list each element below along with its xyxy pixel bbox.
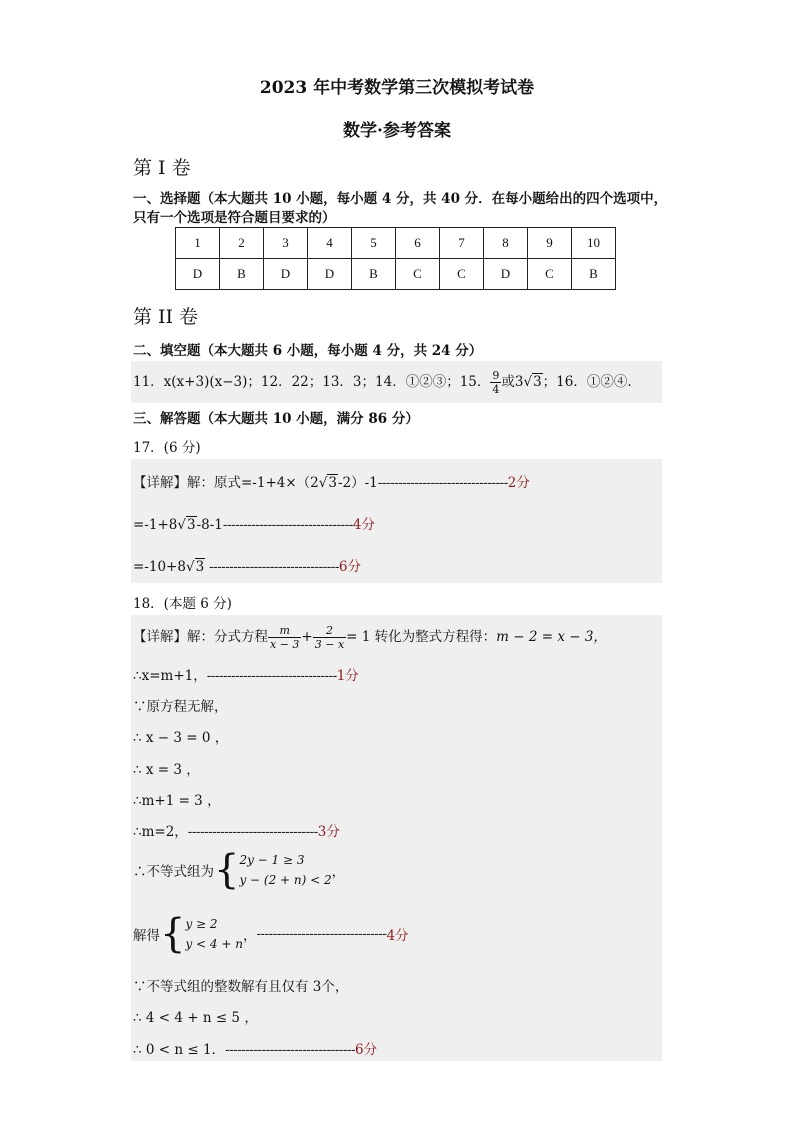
q18-step-text: 解得 (133, 928, 160, 944)
q18-line-1 (133, 619, 607, 655)
q18-heading: 18．(本题 6 分) (133, 596, 232, 612)
q17-line-2 (133, 513, 375, 533)
dash-leader: -------------------------------- (187, 824, 318, 840)
score-mark: 4分 (386, 928, 409, 944)
dash-leader: -------------------------------- (222, 517, 353, 533)
sqrt-expression: √3 (177, 517, 196, 533)
question-number: 8 (484, 228, 528, 259)
brace-icon: { (160, 911, 186, 957)
fill-answer-end: ；16．①②④. (542, 374, 632, 390)
dash-leader: -------------------------------- (256, 926, 387, 942)
question-number: 5 (352, 228, 396, 259)
question-number: 10 (572, 228, 616, 259)
inequality-1: 2y − 1 ≥ 3 (239, 853, 305, 867)
q18-line-8 (133, 847, 346, 893)
q18-step-text: = 1 转化为整式方程得： (346, 629, 497, 645)
question-number: 6 (396, 228, 440, 259)
q17-step-text: -8-1 (196, 517, 223, 533)
q18-line-5: ∴ x = 3 ， (133, 762, 200, 778)
answer-letter: D (308, 259, 352, 290)
q18-step-text: 【详解】解：分式方程 (133, 629, 268, 645)
q18-line-12 (133, 1038, 377, 1058)
q18-step-text: ∴x=m+1， (133, 668, 207, 684)
score-mark: 1分 (336, 668, 359, 684)
solve-heading: 三、解答题（本大题共 10 小题，满分 86 分） (133, 411, 419, 427)
dash-leader: -------------------------------- (225, 1042, 356, 1058)
solution-system (185, 914, 243, 954)
brace-icon: { (214, 847, 240, 893)
q18-line-9 (133, 911, 409, 957)
q18-line-10: ∵不等式组的整数解有且仅有 3个， (133, 979, 349, 995)
fill-answer-line (133, 364, 632, 400)
score-mark: 6分 (355, 1042, 378, 1058)
solution-2: y < 4 + n (185, 937, 243, 951)
q18-step-text: ， (331, 864, 346, 880)
q18-step-text: ， (242, 928, 257, 944)
dash-leader: -------------------------------- (377, 475, 508, 491)
q17-line-3 (133, 555, 361, 575)
answer-letter: B (220, 259, 264, 290)
solution-1: y ≥ 2 (185, 917, 218, 931)
dash-leader: -------------------------------- (206, 668, 337, 684)
fraction-m-over-x-minus-3 (268, 624, 301, 651)
sqrt-expression: √3 (523, 374, 542, 390)
q18-line-7 (133, 820, 340, 840)
fraction-numerator: 9 (492, 369, 500, 382)
q18-line-11: ∴ 4 < 4 + n ≤ 5 ， (133, 1010, 258, 1026)
answer-letter: C (440, 259, 484, 290)
sqrt-expression: √3 (185, 559, 205, 575)
q17-step-text: -2）-1 (337, 475, 378, 491)
fraction-numerator: m (268, 624, 301, 638)
fraction-denominator: x − 3 (270, 638, 300, 651)
inequality-2: y − (2 + n) < 2 (239, 873, 332, 887)
q18-line-2 (133, 664, 359, 684)
question-number: 7 (440, 228, 484, 259)
part2-label: 第 II 卷 (133, 306, 199, 328)
sqrt-radicand: 3 (533, 374, 542, 390)
q17-heading: 17．(6 分) (133, 440, 201, 456)
sqrt-expression: √3 (318, 475, 337, 491)
fraction-denominator: 3 − x (314, 638, 345, 651)
answer-letter: C (396, 259, 440, 290)
question-number: 1 (176, 228, 220, 259)
answer-letter: D (484, 259, 528, 290)
sqrt-radicand: 3 (186, 517, 196, 533)
fraction-2-over-3-minus-x (313, 624, 346, 651)
fraction-nine-fourths (490, 369, 501, 396)
answer-letter: C (528, 259, 572, 290)
question-number: 3 (264, 228, 308, 259)
score-mark: 6分 (338, 559, 362, 575)
fill-answer-or: 或3 (501, 374, 524, 390)
document-title: 2023 年中考数学第三次模拟考试卷 (259, 78, 535, 98)
q17-line-1 (133, 471, 530, 491)
answer-letter: B (352, 259, 396, 290)
q18-equation: m − 2 = x − 3， (496, 629, 607, 645)
inequality-system (239, 850, 331, 890)
question-number: 9 (528, 228, 572, 259)
choice-heading-line2: 只有一个选项是符合题目要求的） (133, 210, 336, 226)
fraction-numerator: 2 (313, 624, 346, 638)
choice-heading-line1: 一、选择题（本大题共 10 小题，每小题 4 分，共 40 分．在每小题给出的四个选项中， (133, 191, 668, 207)
sqrt-radicand: 3 (328, 475, 337, 491)
q18-line-3: ∵原方程无解， (133, 699, 228, 715)
part1-label: 第 I 卷 (133, 157, 191, 179)
score-mark: 2分 (507, 475, 530, 491)
answer-number-row (176, 228, 616, 259)
q17-step-text: 【详解】解：原式=-1+4×（2 (133, 475, 319, 491)
score-mark: 4分 (352, 517, 375, 533)
fill-heading: 二、填空题（本大题共 6 小题，每小题 4 分，共 24 分） (133, 343, 483, 359)
answer-letter: B (572, 259, 616, 290)
answer-letter-row (176, 259, 616, 290)
q18-step-text: ∴m=2， (133, 824, 188, 840)
q18-step-text: ∴ 0 < n ≤ 1． (133, 1042, 226, 1058)
sqrt-radicand: 3 (195, 559, 205, 575)
q18-step-text: ∴不等式组为 (133, 864, 214, 880)
plus-sign: + (301, 629, 313, 645)
q18-line-4: ∴ x − 3 = 0 ， (133, 730, 229, 746)
answer-letter: D (176, 259, 220, 290)
q18-line-6: ∴m+1 = 3 ， (133, 793, 221, 809)
answer-letter: D (264, 259, 308, 290)
score-mark: 3分 (317, 824, 340, 840)
document-subtitle: 数学·参考答案 (343, 121, 451, 141)
question-number: 2 (220, 228, 264, 259)
fraction-denominator: 4 (492, 383, 500, 396)
q17-step-text: =-1+8 (133, 517, 178, 533)
q17-step-text: =-10+8 (133, 559, 186, 575)
fill-answer-text: 11．x(x+3)(x−3)；12．22；13．3；14．①②③；15． (133, 374, 491, 390)
question-number: 4 (308, 228, 352, 259)
dash-leader: -------------------------------- (205, 559, 339, 575)
answer-table (175, 227, 616, 290)
